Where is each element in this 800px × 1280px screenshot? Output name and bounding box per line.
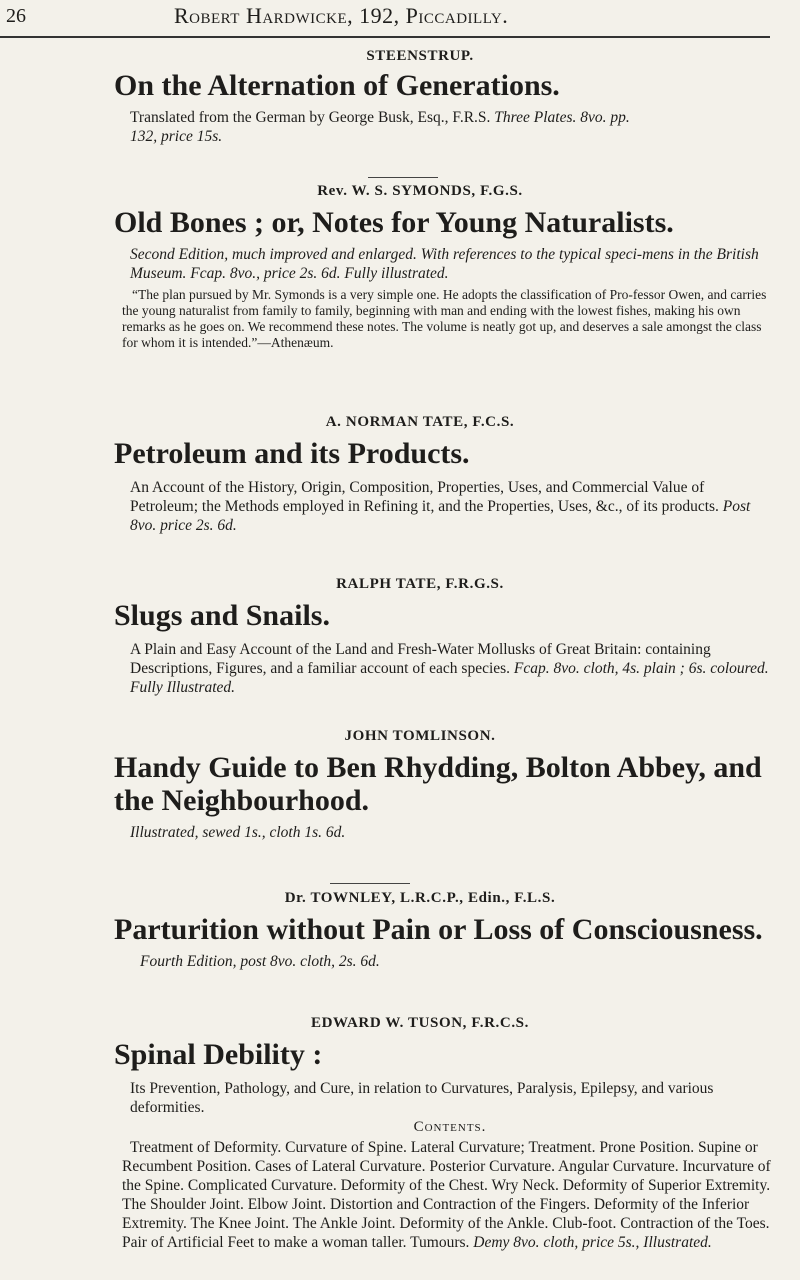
- entry-description-text: A Plain and Easy Account of the Land and Fresh-Water Mollusks of Great Britain: containing Descriptions, Figures, and a familiar account of each species.: [130, 641, 711, 677]
- entry-description: [140, 952, 770, 971]
- entry-title: Old Bones ; or, Notes for Young Naturalists.: [114, 206, 674, 239]
- entry-author: EDWARD W. TUSON, F.R.C.S.: [311, 1015, 529, 1031]
- catalogue-entry: [114, 728, 770, 842]
- entry-description: [130, 478, 770, 535]
- catalogue-entry: [114, 414, 770, 535]
- catalogue-entry: [114, 48, 770, 146]
- entry-title: Petroleum and its Products.: [114, 437, 470, 470]
- catalogue-entry: [114, 576, 770, 697]
- entry-price-line: 132, price 15s.: [130, 128, 223, 145]
- entry-price-details: Second Edition, much improved and enlarged. With references to the typical speci-mens in the British Museum. Fcap. 8vo., price 2s. 6d. Fully illustrated.: [130, 246, 759, 282]
- entry-description: [130, 823, 770, 842]
- entry-description: [130, 245, 770, 283]
- entry-author: JOHN TOMLINSON.: [344, 728, 496, 744]
- entry-price-details: Fourth Edition, post 8vo. cloth, 2s. 6d.: [140, 953, 380, 970]
- entry-title: On the Alternation of Generations.: [114, 69, 560, 102]
- entry-price-details: Post 8vo. price 2s. 6d.: [130, 498, 751, 534]
- entry-price-details: Demy 8vo. cloth, price 5s., Illustrated.: [473, 1234, 712, 1251]
- entry-author: Rev. W. S. SYMONDS, F.G.S.: [317, 183, 523, 199]
- entry-description: [130, 108, 770, 146]
- running-title: Robert Hardwicke, 192, Piccadilly.: [174, 3, 509, 28]
- entry-description: [130, 640, 770, 697]
- entry-description-text: An Account of the History, Origin, Composition, Properties, Uses, and Commercial Value of Petroleum; the Methods employed in Refining it, and the Properties, Uses, &c., of its products.: [130, 479, 719, 515]
- entry-title: Parturition without Pain or Loss of Consciousness.: [114, 913, 763, 946]
- contents-list: [122, 1138, 777, 1252]
- entry-price-details: Illustrated, sewed 1s., cloth 1s. 6d.: [130, 824, 346, 841]
- section-divider: [330, 883, 410, 884]
- entry-price-details: Fcap. 8vo. cloth, 4s. plain ; 6s. coloured. Fully Illustrated.: [130, 660, 769, 696]
- entry-title: Spinal Debility :: [114, 1038, 323, 1071]
- entry-author: RALPH TATE, F.R.G.S.: [336, 576, 504, 592]
- running-head: [0, 0, 800, 40]
- catalogue-entry: [114, 183, 770, 351]
- entry-author: Dr. TOWNLEY, L.R.C.P., Edin., F.L.S.: [284, 890, 556, 906]
- entry-description: Its Prevention, Pathology, and Cure, in relation to Curvatures, Paralysis, Epilepsy, and various deformities.: [130, 1080, 714, 1116]
- entry-title: Handy Guide to Ben Rhydding, Bolton Abbey, and the Neighbourhood.: [114, 751, 762, 817]
- entry-price-details: Three Plates. 8vo. pp.: [494, 109, 630, 126]
- header-rule: [0, 36, 770, 38]
- entry-author: STEENSTRUP.: [366, 48, 474, 64]
- contents-text: Treatment of Deformity. Curvature of Spine. Lateral Curvature; Treatment. Prone Position. Supine or Recumbent Position. Cases of Lateral Curvature. Posterior Curvature. Angular Curvature. Incurvature of the Spine. Complicated Curvature. Deformity of the Chest. Wry Neck. Deformity of Superior Extremity. The Shoulder Joint. Elbow Joint. Distortion and Contraction of the Fingers. Deformity of the Inferior Extremity. The Knee Joint. The Ankle Joint. Deformity of the Ankle. Club-foot. Contraction of the Toes. Pair of Artificial Feet to make a woman taller. Tumours.: [122, 1139, 771, 1251]
- page-number: 26: [6, 5, 26, 27]
- catalogue-entry: [114, 1015, 771, 1252]
- entry-author: A. NORMAN TATE, F.C.S.: [325, 414, 515, 430]
- entry-title: Slugs and Snails.: [114, 599, 330, 632]
- entry-description-text: Translated from the German by George Busk, Esq., F.R.S.: [130, 109, 495, 126]
- catalogue-entry: [114, 890, 770, 971]
- review-quote: “The plan pursued by Mr. Symonds is a very simple one. He adopts the classification of Pro-fessor Owen, and carries the young naturalist from family to family, beginning with man and ending with the lowest fishes, making his own remarks as he goes on. We recommend these notes. The volume is neatly got up, and deserves a sale amongst the class for whom it is intended.”—Athenæum.: [122, 287, 767, 350]
- contents-heading: Contents.: [413, 1119, 487, 1135]
- section-divider: [368, 177, 438, 178]
